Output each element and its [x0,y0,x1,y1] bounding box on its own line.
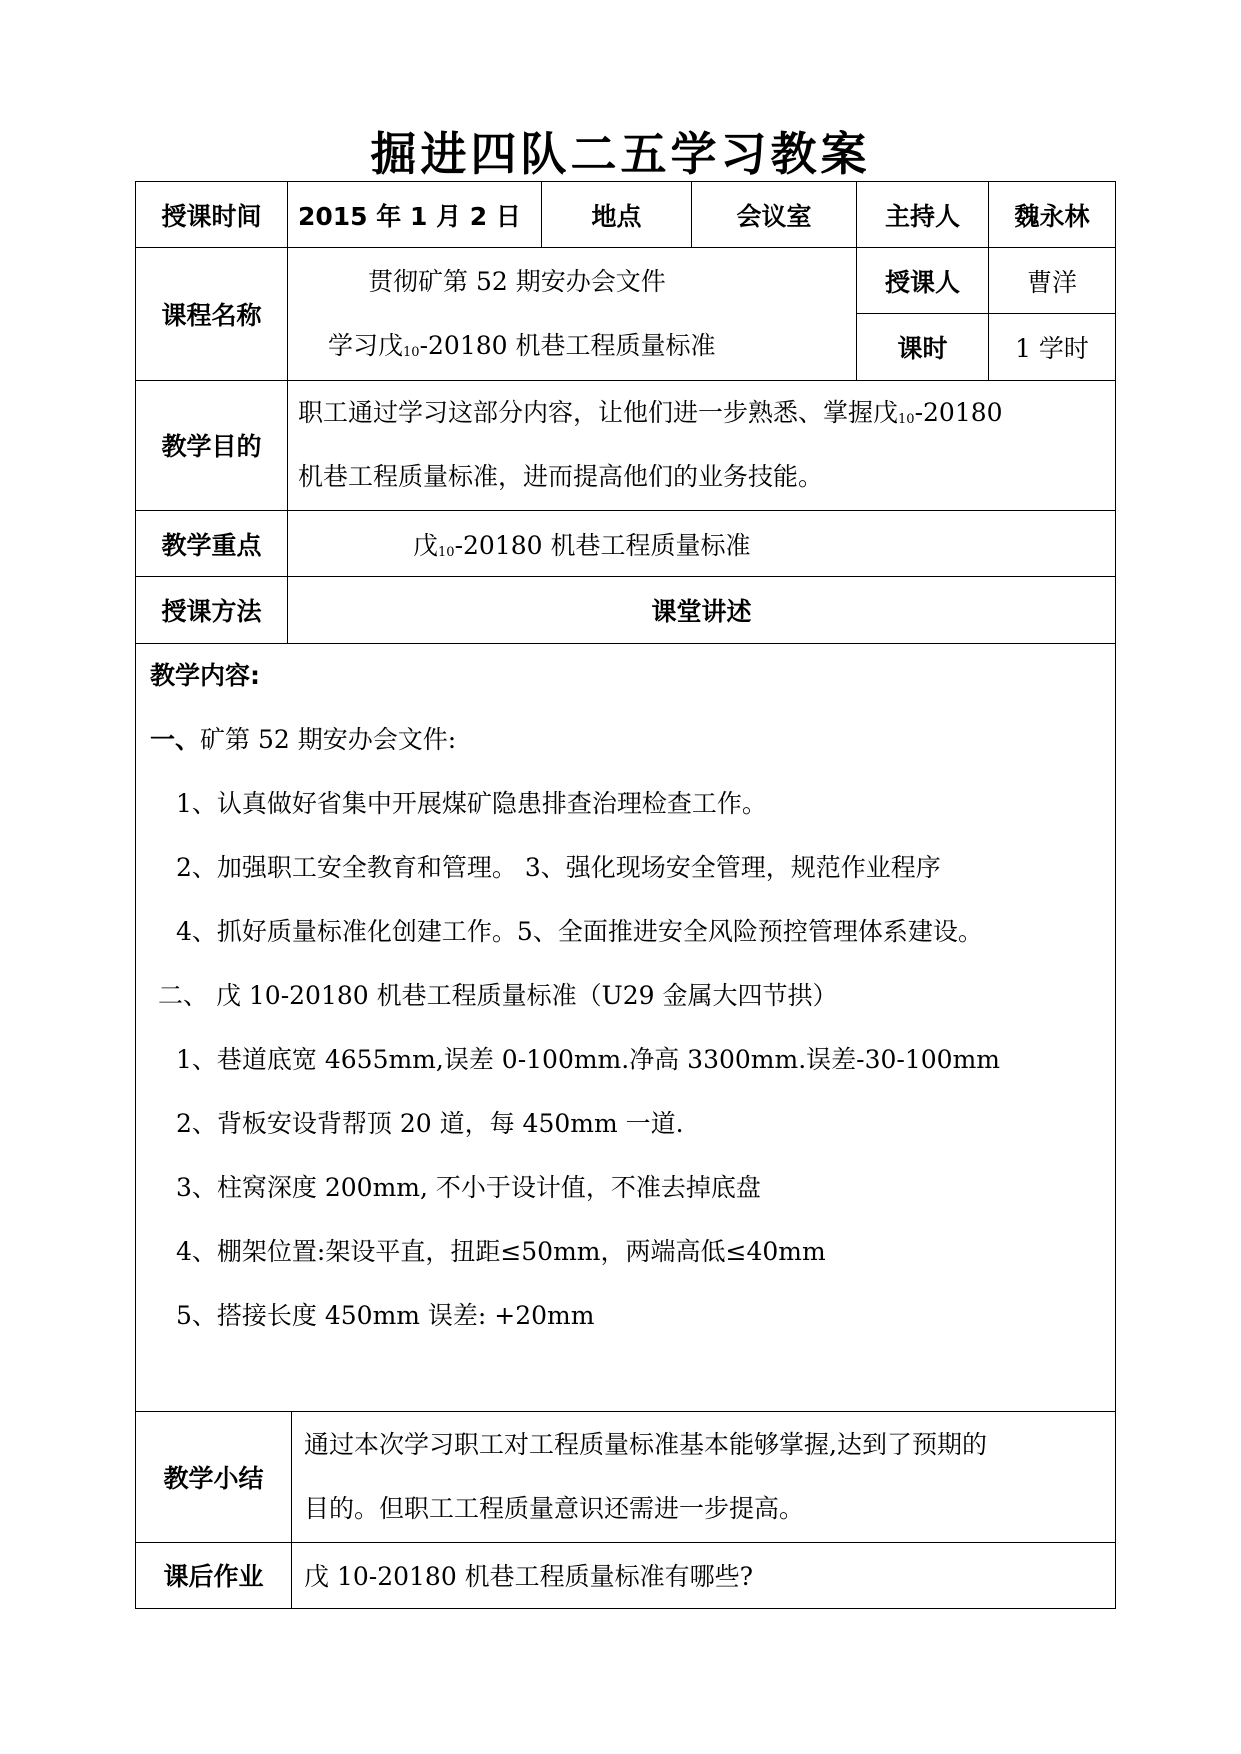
section-1-title: 一、矿第 52 期安办会文件: [150,724,457,754]
course-line-1: 贯彻矿第 52 期安办会文件 [368,266,666,296]
time-label: 授课时间 [136,182,288,248]
host-label: 主持人 [857,182,989,248]
summary-line-1: 通过本次学习职工对工程质量标准基本能够掌握,达到了预期的 [304,1429,987,1459]
summary-line-2: 目的。但职工工程质量意识还需进一步提高。 [304,1493,805,1523]
host-value: 魏永林 [989,182,1116,248]
goal-cell [288,380,1116,510]
page-title: 掘进四队二五学习教案 [370,127,871,181]
place-value: 会议室 [692,182,857,248]
lecturer-label: 授课人 [857,248,989,314]
content-heading: 教学内容: [150,660,260,690]
summary-row [136,1412,1116,1542]
method-value: 课堂讲述 [288,577,1116,643]
section-2-item: 2、背板安设背帮顶 20 道，每 450mm 一道. [176,1108,684,1138]
hours-label: 课时 [857,314,989,380]
section-1-item: 1、认真做好省集中开展煤矿隐患排查治理检查工作。 [176,788,767,818]
goal-line-1: 职工通过学习这部分内容，让他们进一步熟悉、掌握戊$_{10}$-20180 [298,398,1003,428]
homework-label: 课后作业 [136,1542,292,1608]
method-row [136,577,1116,643]
section-2-item: 3、柱窝深度 200mm, 不小于设计值，不准去掉底盘 [176,1172,761,1202]
summary-cell [292,1412,1116,1542]
content-row [136,643,1116,1412]
section-2-title: 二、 戊 10-20180 机巷工程质量标准（U29 金属大四节拱） [158,980,838,1010]
course-line-2: 学习戊$_{10}$-20180 机巷工程质量标准 [328,330,716,360]
goal-row [136,380,1116,510]
section-2-item: 4、棚架位置:架设平直，扭距≤50mm，两端高低≤40mm [176,1236,826,1266]
course-name-cell [288,248,857,380]
section-1-item: 4、抓好质量标准化创建工作。5、全面推进安全风险预控管理体系建设。 [176,916,983,946]
hours-value: 1 学时 [989,314,1116,380]
time-value: 2015 年 1 月 2 日 [288,182,542,248]
key-point-row [136,511,1116,577]
key-point-value: 戊$_{10}$-20180 机巷工程质量标准 [288,511,1116,577]
header-info-row [136,182,1116,248]
section-1-item: 2、加强职工安全教育和管理。 3、强化现场安全管理，规范作业程序 [176,852,941,882]
summary-label: 教学小结 [136,1412,292,1542]
homework-value: 戊 10-20180 机巷工程质量标准有哪些? [292,1542,1116,1608]
content-cell [136,643,1116,1412]
key-point-label: 教学重点 [136,511,288,577]
homework-row [136,1542,1116,1608]
goal-label: 教学目的 [136,380,288,510]
course-row-1 [136,248,1116,314]
place-label: 地点 [542,182,692,248]
goal-line-2: 机巷工程质量标准，进而提高他们的业务技能。 [298,462,824,492]
section-2-item: 5、搭接长度 450mm 误差: +20mm [176,1300,595,1330]
lecturer-value: 曹洋 [989,248,1116,314]
course-label: 课程名称 [136,248,288,380]
section-2-item: 1、巷道底宽 4655mm,误差 0-100mm.净高 3300mm.误差-30-100mm [176,1044,1000,1074]
method-label: 授课方法 [136,577,288,643]
lesson-plan-table [135,181,1116,1609]
